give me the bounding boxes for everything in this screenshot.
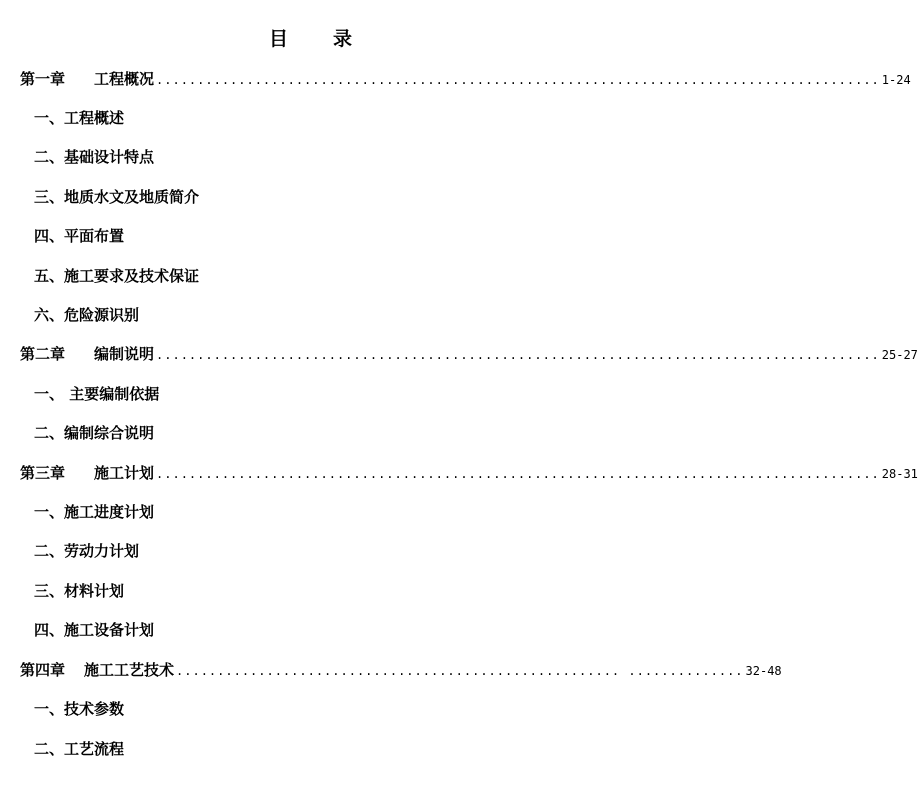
leader-dots: ........................................................................................ <box>156 73 880 87</box>
toc-section[interactable]: 四、施工设备计划 <box>34 621 155 639</box>
toc-section[interactable]: 三、地质水文及地质简介 <box>34 188 200 206</box>
toc-section[interactable]: 一、工程概述 <box>34 109 125 127</box>
leader-dots: ........................................................................................ <box>156 467 880 481</box>
page-range: 25-27 <box>881 348 918 362</box>
toc-section[interactable]: 一、 主要编制依据 <box>34 385 160 403</box>
toc-chapter-2[interactable] <box>20 345 918 364</box>
toc-section[interactable]: 一、技术参数 <box>34 700 125 718</box>
toc-section[interactable]: 二、基础设计特点 <box>34 148 155 166</box>
toc-chapter-1[interactable] <box>20 70 911 89</box>
toc-section[interactable]: 二、工艺流程 <box>34 740 125 758</box>
chapter-name: 施工计划 <box>94 464 155 482</box>
page-range: 1-24 <box>881 73 911 87</box>
chapter-name: 施工工艺技术 <box>84 661 175 679</box>
leader-dots: ...................................................... .............. <box>176 664 744 678</box>
chapter-number: 第四章 <box>20 661 66 679</box>
title-char-2: 录 <box>333 28 354 50</box>
title-char-1: 目 <box>268 28 289 50</box>
toc-section[interactable]: 二、劳动力计划 <box>34 542 140 560</box>
toc-chapter-3[interactable] <box>20 464 918 483</box>
chapter-number: 第一章 <box>20 70 66 88</box>
toc-section[interactable]: 四、平面布置 <box>34 227 125 245</box>
leader-dots: ........................................................................................ <box>156 348 880 362</box>
page-range: 28-31 <box>881 467 918 481</box>
toc-section[interactable]: 一、施工进度计划 <box>34 503 155 521</box>
toc-chapter-4[interactable] <box>20 661 782 680</box>
chapter-name: 编制说明 <box>94 345 155 363</box>
chapter-number: 第三章 <box>20 464 66 482</box>
toc-title <box>0 24 622 51</box>
chapter-name: 工程概况 <box>94 70 155 88</box>
toc-section[interactable]: 五、施工要求及技术保证 <box>34 267 200 285</box>
chapter-number: 第二章 <box>20 345 66 363</box>
toc-section[interactable]: 六、危险源识别 <box>34 306 140 324</box>
page-range: 32-48 <box>745 664 782 678</box>
toc-section[interactable]: 二、编制综合说明 <box>34 424 155 442</box>
toc-section[interactable]: 三、材料计划 <box>34 582 125 600</box>
